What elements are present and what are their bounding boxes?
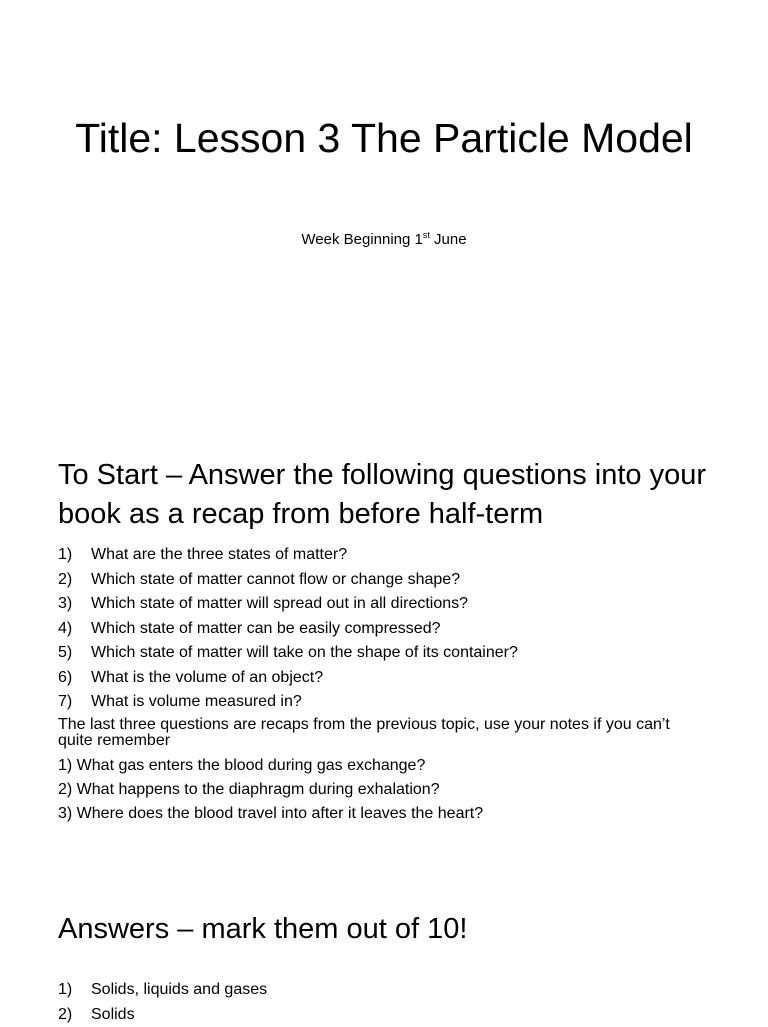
question-number: 6) — [58, 666, 91, 691]
question-item — [58, 568, 738, 593]
answer-item — [58, 978, 738, 1003]
lesson-title: Title: Lesson 3 The Particle Model — [60, 112, 708, 164]
question-text: Which state of matter will take on the shape of its container? — [91, 641, 518, 666]
question-number: 5) — [58, 641, 91, 666]
starter-slide — [0, 416, 768, 866]
answers-heading: Answers – mark them out of 10! — [58, 910, 738, 949]
question-text: What are the three states of matter? — [91, 543, 347, 568]
answers-list — [58, 978, 738, 1027]
question-item — [58, 617, 738, 642]
recap-question-list — [58, 754, 738, 826]
question-item — [58, 666, 738, 691]
answers-slide — [0, 866, 768, 1024]
question-text: Which state of matter will spread out in all directions? — [91, 592, 468, 617]
answer-number: 2) — [58, 1003, 91, 1027]
week-ordinal-suffix: st — [423, 230, 430, 240]
answer-text: Solids, liquids and gases — [91, 978, 267, 1003]
starter-question-list — [58, 543, 738, 715]
answer-text: Solids — [91, 1003, 135, 1027]
question-text: Which state of matter can be easily compressed? — [91, 617, 441, 642]
question-item — [58, 641, 738, 666]
starter-heading: To Start – Answer the following questions into your book as a recap from before half-term — [58, 456, 738, 534]
question-text: What is volume measured in? — [91, 690, 302, 715]
title-slide — [0, 0, 768, 416]
question-text: Which state of matter cannot flow or change shape? — [91, 568, 460, 593]
recap-question: 2) What happens to the diaphragm during exhalation? — [58, 778, 738, 802]
week-beginning-line — [0, 230, 768, 250]
question-text: What is the volume of an object? — [91, 666, 323, 691]
question-number: 2) — [58, 568, 91, 593]
recap-question: 3) Where does the blood travel into after it leaves the heart? — [58, 802, 738, 826]
week-suffix: June — [430, 231, 467, 248]
question-number: 1) — [58, 543, 91, 568]
question-item — [58, 592, 738, 617]
recap-note: The last three questions are recaps from the previous topic, use your notes if you can’t quite remember — [58, 717, 708, 749]
question-item — [58, 543, 738, 568]
question-number: 4) — [58, 617, 91, 642]
question-number: 3) — [58, 592, 91, 617]
question-item — [58, 690, 738, 715]
recap-question: 1) What gas enters the blood during gas exchange? — [58, 754, 738, 778]
week-prefix: Week Beginning 1 — [301, 231, 422, 248]
question-number: 7) — [58, 690, 91, 715]
answer-number: 1) — [58, 978, 91, 1003]
answer-item — [58, 1003, 738, 1027]
